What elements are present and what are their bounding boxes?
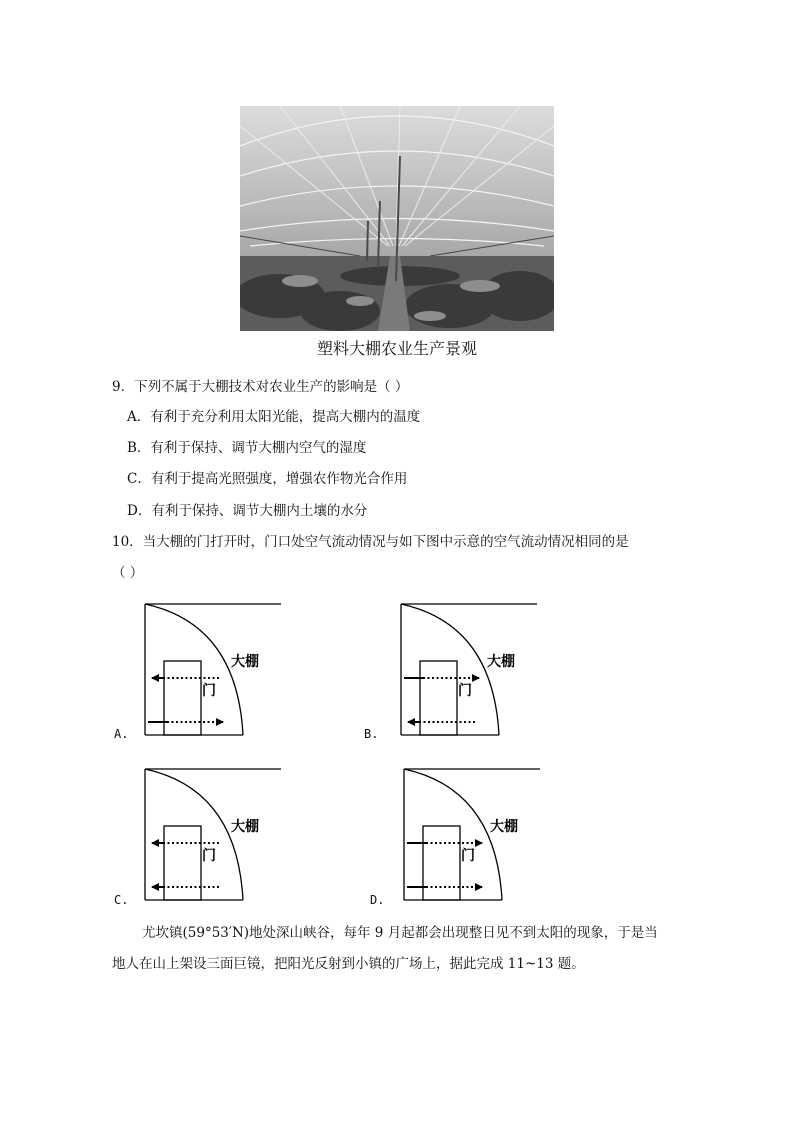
greenhouse-arc bbox=[145, 769, 243, 900]
option-d-letter: D. bbox=[370, 893, 385, 907]
option-b-letter: B. bbox=[364, 727, 379, 741]
diagram-a bbox=[145, 604, 281, 735]
greenhouse-arc bbox=[145, 604, 243, 735]
question-10-stem: 10．当大棚的门打开时，门口处空气流动情况与如下图中示意的空气流动情况相同的是 bbox=[112, 534, 629, 550]
passage-line-1: 尤坎镇(59°53′N)地处深山峡谷，每年 9 月起都会出现整日见不到太阳的现象，于是当 bbox=[142, 925, 658, 941]
question-9-option-a: A．有利于充分利用太阳光能，提高大棚内的温度 bbox=[127, 409, 421, 425]
door-rect bbox=[423, 826, 460, 900]
greenhouse-label: 大棚 bbox=[231, 654, 259, 670]
greenhouse-arc bbox=[404, 769, 502, 900]
door-rect bbox=[420, 661, 457, 735]
passage bbox=[112, 918, 692, 980]
question-9-option-c: C．有利于提高光照强度，增强农作物光合作用 bbox=[127, 471, 408, 487]
question-9-option-d: D．有利于保持、调节大棚内土壤的水分 bbox=[127, 503, 368, 519]
door-label: 门 bbox=[458, 683, 472, 699]
door-rect bbox=[164, 661, 201, 735]
door-label: 门 bbox=[202, 683, 216, 699]
greenhouse-arc bbox=[401, 604, 499, 735]
option-a-letter: A. bbox=[114, 727, 129, 741]
greenhouse-label: 大棚 bbox=[231, 819, 259, 835]
figure-caption: 塑料大棚农业生产景观 bbox=[316, 339, 477, 358]
diagram-c bbox=[145, 769, 281, 900]
greenhouse-label: 大棚 bbox=[487, 654, 515, 670]
question-9-stem: 9．下列不属于大棚技术对农业生产的影响是（ ） bbox=[112, 379, 409, 395]
question-9-option-b: B．有利于保持、调节大棚内空气的湿度 bbox=[127, 440, 367, 456]
greenhouse-label: 大棚 bbox=[490, 819, 518, 835]
diagram-d bbox=[404, 769, 540, 900]
door-label: 门 bbox=[461, 848, 475, 864]
passage-line-2: 地人在山上架设三面巨镜，把阳光反射到小镇的广场上，据此完成 11~13 题。 bbox=[112, 956, 585, 972]
option-c-letter: C. bbox=[114, 893, 129, 907]
door-label: 门 bbox=[202, 848, 216, 864]
diagram-b bbox=[401, 604, 537, 735]
door-rect bbox=[164, 826, 201, 900]
question-10-paren: （ ） bbox=[112, 565, 144, 581]
